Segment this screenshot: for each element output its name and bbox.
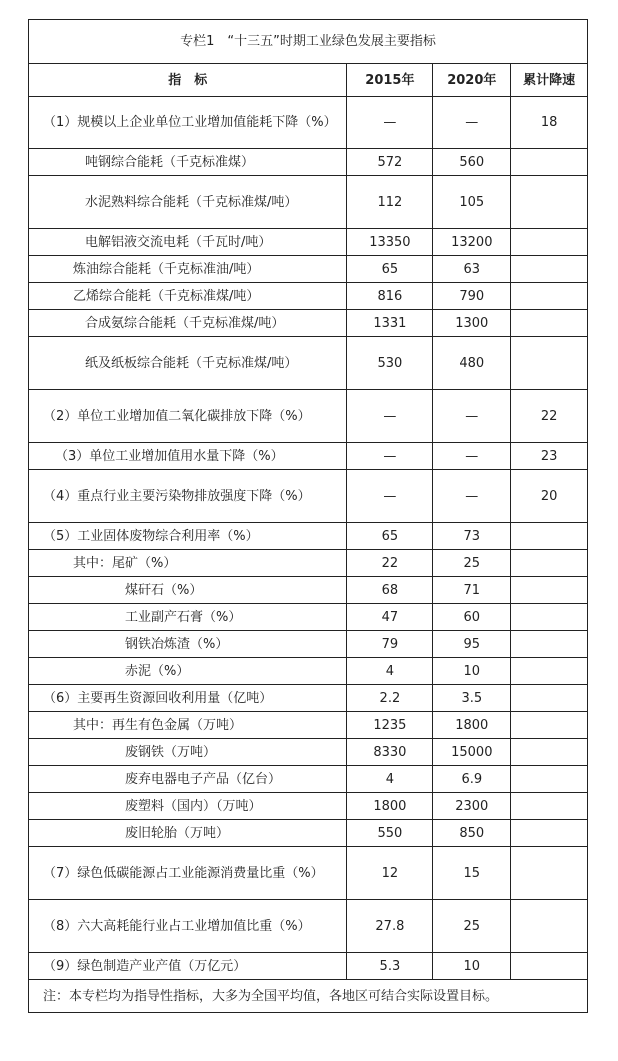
table-row	[29, 900, 588, 953]
cumulative-decline-cell: 23	[511, 443, 588, 470]
value-2020-cell: 6.9	[433, 766, 511, 793]
table-note: 注：本专栏均为指导性指标，大多为全国平均值，各地区可结合实际设置目标。	[29, 980, 588, 1013]
table-title: 专栏1 “十三五”时期工业绿色发展主要指标	[29, 20, 588, 64]
value-2020-cell: 1800	[433, 712, 511, 739]
indicator-cell: 煤矸石（%）	[29, 577, 347, 604]
cumulative-decline-cell	[511, 229, 588, 256]
value-2015-cell: 8330	[347, 739, 433, 766]
table-row	[29, 793, 588, 820]
value-2015-cell: 1331	[347, 310, 433, 337]
cumulative-decline-cell: 22	[511, 390, 588, 443]
value-2015-cell: 13350	[347, 229, 433, 256]
cumulative-decline-cell	[511, 149, 588, 176]
table-row	[29, 310, 588, 337]
value-2020-cell: 71	[433, 577, 511, 604]
table-row	[29, 820, 588, 847]
indicator-cell: 吨钢综合能耗（千克标准煤）	[29, 149, 347, 176]
value-2020-cell: 25	[433, 550, 511, 577]
cumulative-decline-cell	[511, 256, 588, 283]
table-row	[29, 149, 588, 176]
cumulative-decline-cell	[511, 523, 588, 550]
value-2015-cell: 112	[347, 176, 433, 229]
cumulative-decline-cell	[511, 766, 588, 793]
value-2020-cell: 10	[433, 658, 511, 685]
table-row	[29, 847, 588, 900]
cumulative-decline-cell	[511, 953, 588, 980]
table-body	[29, 97, 588, 980]
indicator-cell: （9）绿色制造产业产值（万亿元）	[29, 953, 347, 980]
header-row	[29, 64, 588, 97]
cumulative-decline-cell	[511, 604, 588, 631]
cumulative-decline-cell	[511, 712, 588, 739]
table-row	[29, 685, 588, 712]
indicator-cell: 电解铝液交流电耗（千瓦时/吨）	[29, 229, 347, 256]
table-row	[29, 739, 588, 766]
table-row	[29, 523, 588, 550]
value-2015-cell: 47	[347, 604, 433, 631]
value-2020-cell: 1300	[433, 310, 511, 337]
indicator-cell: 工业副产石膏（%）	[29, 604, 347, 631]
indicator-cell: （2）单位工业增加值二氧化碳排放下降（%）	[29, 390, 347, 443]
header-2015: 2015年	[347, 64, 433, 97]
cumulative-decline-cell	[511, 631, 588, 658]
value-2020-cell: 15000	[433, 739, 511, 766]
value-2020-cell: 73	[433, 523, 511, 550]
value-2020-cell: 13200	[433, 229, 511, 256]
table-row	[29, 712, 588, 739]
value-2015-cell: —	[347, 443, 433, 470]
value-2015-cell: 2.2	[347, 685, 433, 712]
value-2020-cell: —	[433, 97, 511, 149]
value-2015-cell: 4	[347, 658, 433, 685]
value-2015-cell: —	[347, 97, 433, 149]
cumulative-decline-cell: 20	[511, 470, 588, 523]
indicator-cell: 赤泥（%）	[29, 658, 347, 685]
indicator-cell: 其中：尾矿（%）	[29, 550, 347, 577]
value-2015-cell: —	[347, 470, 433, 523]
cumulative-decline-cell	[511, 577, 588, 604]
table-row	[29, 631, 588, 658]
value-2020-cell: 10	[433, 953, 511, 980]
value-2015-cell: 27.8	[347, 900, 433, 953]
indicator-cell: 合成氨综合能耗（千克标准煤/吨）	[29, 310, 347, 337]
value-2020-cell: 480	[433, 337, 511, 390]
value-2020-cell: —	[433, 443, 511, 470]
indicator-cell: 钢铁冶炼渣（%）	[29, 631, 347, 658]
header-cumulative-decline: 累计降速	[511, 64, 588, 97]
cumulative-decline-cell: 18	[511, 97, 588, 149]
value-2015-cell: —	[347, 390, 433, 443]
indicator-cell: 水泥熟料综合能耗（千克标准煤/吨）	[29, 176, 347, 229]
indicator-cell: （5）工业固体废物综合利用率（%）	[29, 523, 347, 550]
value-2015-cell: 816	[347, 283, 433, 310]
indicator-cell: 乙烯综合能耗（千克标准煤/吨）	[29, 283, 347, 310]
table-row	[29, 337, 588, 390]
value-2015-cell: 572	[347, 149, 433, 176]
table-row	[29, 97, 588, 149]
table-row	[29, 176, 588, 229]
cumulative-decline-cell	[511, 739, 588, 766]
cumulative-decline-cell	[511, 793, 588, 820]
value-2015-cell: 68	[347, 577, 433, 604]
cumulative-decline-cell	[511, 337, 588, 390]
indicator-cell: （8）六大高耗能行业占工业增加值比重（%）	[29, 900, 347, 953]
value-2015-cell: 530	[347, 337, 433, 390]
cumulative-decline-cell	[511, 847, 588, 900]
value-2020-cell: —	[433, 390, 511, 443]
value-2020-cell: 15	[433, 847, 511, 900]
cumulative-decline-cell	[511, 176, 588, 229]
table-row	[29, 550, 588, 577]
indicator-cell: （4）重点行业主要污染物排放强度下降（%）	[29, 470, 347, 523]
indicator-cell: 废塑料（国内）（万吨）	[29, 793, 347, 820]
note-row	[29, 980, 588, 1013]
cumulative-decline-cell	[511, 658, 588, 685]
value-2020-cell: 60	[433, 604, 511, 631]
table-row	[29, 470, 588, 523]
value-2015-cell: 1235	[347, 712, 433, 739]
cumulative-decline-cell	[511, 283, 588, 310]
indicator-cell: （7）绿色低碳能源占工业能源消费量比重（%）	[29, 847, 347, 900]
value-2020-cell: 105	[433, 176, 511, 229]
table-row	[29, 283, 588, 310]
table-row	[29, 577, 588, 604]
table-row	[29, 443, 588, 470]
value-2020-cell: 3.5	[433, 685, 511, 712]
value-2015-cell: 1800	[347, 793, 433, 820]
table-row	[29, 766, 588, 793]
value-2015-cell: 550	[347, 820, 433, 847]
indicator-cell: 废弃电器电子产品（亿台）	[29, 766, 347, 793]
value-2015-cell: 65	[347, 256, 433, 283]
value-2020-cell: 25	[433, 900, 511, 953]
value-2015-cell: 65	[347, 523, 433, 550]
table-row	[29, 229, 588, 256]
value-2020-cell: —	[433, 470, 511, 523]
cumulative-decline-cell	[511, 685, 588, 712]
value-2020-cell: 560	[433, 149, 511, 176]
indicator-cell: （1）规模以上企业单位工业增加值能耗下降（%）	[29, 97, 347, 149]
table-row	[29, 604, 588, 631]
value-2015-cell: 4	[347, 766, 433, 793]
header-2020: 2020年	[433, 64, 511, 97]
indicator-cell: 纸及纸板综合能耗（千克标准煤/吨）	[29, 337, 347, 390]
indicators-table	[28, 19, 588, 1013]
indicator-cell: 其中：再生有色金属（万吨）	[29, 712, 347, 739]
cumulative-decline-cell	[511, 820, 588, 847]
header-indicator: 指 标	[29, 64, 347, 97]
table-row	[29, 256, 588, 283]
cumulative-decline-cell	[511, 550, 588, 577]
cumulative-decline-cell	[511, 900, 588, 953]
value-2015-cell: 12	[347, 847, 433, 900]
value-2015-cell: 22	[347, 550, 433, 577]
value-2020-cell: 790	[433, 283, 511, 310]
indicator-cell: （6）主要再生资源回收利用量（亿吨）	[29, 685, 347, 712]
indicator-cell: 废钢铁（万吨）	[29, 739, 347, 766]
title-row	[29, 20, 588, 64]
indicator-cell: 炼油综合能耗（千克标准油/吨）	[29, 256, 347, 283]
value-2015-cell: 5.3	[347, 953, 433, 980]
value-2020-cell: 850	[433, 820, 511, 847]
cumulative-decline-cell	[511, 310, 588, 337]
value-2020-cell: 63	[433, 256, 511, 283]
value-2015-cell: 79	[347, 631, 433, 658]
value-2020-cell: 95	[433, 631, 511, 658]
value-2020-cell: 2300	[433, 793, 511, 820]
table-row	[29, 953, 588, 980]
table-row	[29, 390, 588, 443]
table-row	[29, 658, 588, 685]
indicator-cell: （3）单位工业增加值用水量下降（%）	[29, 443, 347, 470]
indicator-cell: 废旧轮胎（万吨）	[29, 820, 347, 847]
